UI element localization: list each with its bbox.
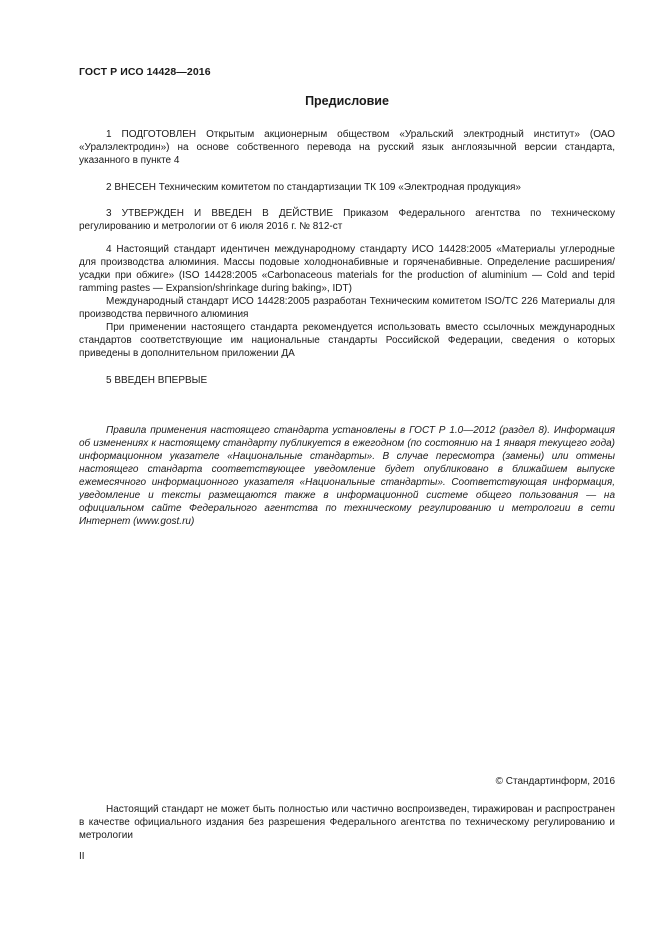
item-4-application-note: При применении настоящего стандарта рекомендуется использовать вместо ссылочных международных стандартов соответствующие им национальные стандарты Российской Федерации, сведения о которых приведены в дополнительном приложении ДА [79,322,615,359]
item-4-identical: 4 Настоящий стандарт идентичен международному стандарту ИСО 14428:2005 «Материалы углеродные для производства алюминия. Массы подовые холоднонабивные и горяченабивные. Определение расширения/усадки при обжиге» (ISO 14428:2005 «Carbonaceous materials for the production of aluminium — Cold and tepid ramming pastes — Expansion/shrinkage during baking», IDT) [79,244,615,294]
document-header: ГОСТ Р ИСО 14428—2016 [79,66,211,78]
item-1-prepared: 1 ПОДГОТОВЛЕН Открытым акционерным обществом «Уральский электродный институт» (ОАО «Уралэлектродин») на основе собственного перевода на русский язык англоязычной версии стандарта, указанного в пункте 4 [79,129,615,166]
page-number: II [79,851,85,862]
rules-note: Правила применения настоящего стандарта установлены в ГОСТ Р 1.0—2012 (раздел 8). Информация об изменениях к настоящему стандарту публикуется в ежегодном (по состоянию на 1 января текущего года) информационном указателе «Национальные стандарты». В случае пересмотра (замены) или отмены настоящего стандарта соответствующее уведомление будет опубликовано в ближайшем выпуске ежемесячного информационного указателя «Национальные стандарты». Соответствующая информация, уведомление и тексты размещаются также в информационной системе общего пользования — на официальном сайте Федерального агентства по техническому регулированию и метрологии в сети Интернет (www.gost.ru) [79,425,615,527]
item-4-international-standard: Международный стандарт ИСО 14428:2005 разработан Техническим комитетом ISO/TC 226 Материалы для производства первичного алюминия [79,296,615,320]
page-title: Предисловие [305,94,389,108]
item-5-introduced: 5 ВВЕДЕН ВПЕРВЫЕ [106,375,208,386]
copyright: © Стандартинформ, 2016 [495,776,615,787]
item-2-submitted: 2 ВНЕСЕН Техническим комитетом по стандартизации ТК 109 «Электродная продукция» [106,182,521,193]
footer-disclaimer: Настоящий стандарт не может быть полностью или частично воспроизведен, тиражирован и распространен в качестве официального издания без разрешения Федерального агентства по техническому регулированию и метрологии [79,804,615,841]
item-3-approved: 3 УТВЕРЖДЕН И ВВЕДЕН В ДЕЙСТВИЕ Приказом Федерального агентства по техническому регулированию и метрологии от 6 июля 2016 г. № 812-ст [79,208,615,232]
